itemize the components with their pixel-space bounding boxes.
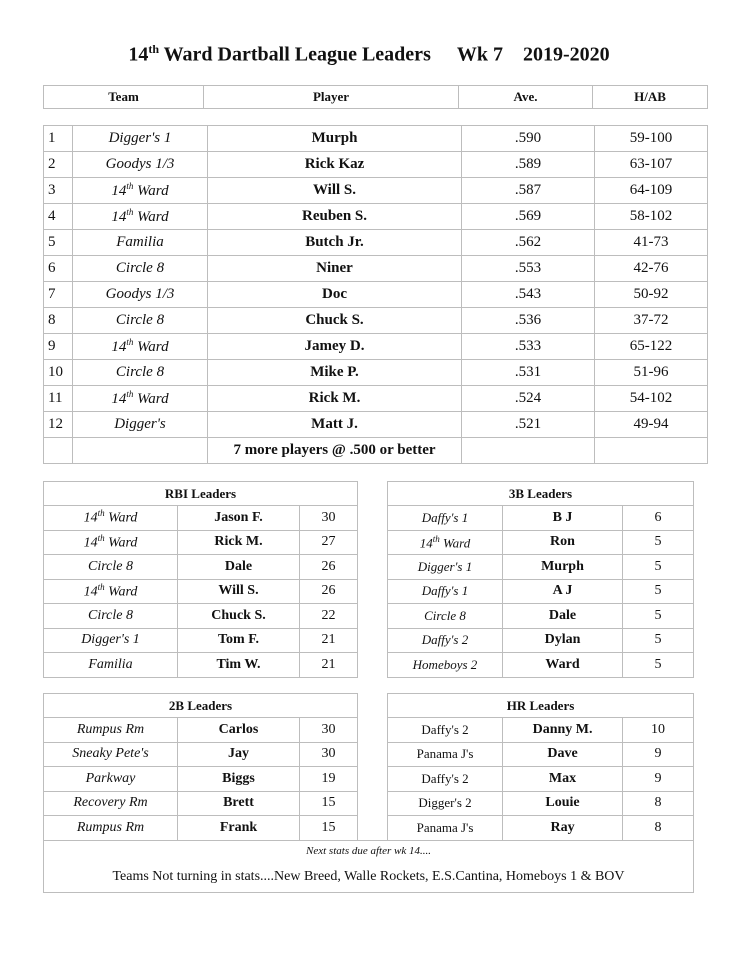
rank-cell: 7: [44, 282, 73, 308]
table-gap: [358, 718, 388, 743]
hits-at-bats-cell: 42-76: [595, 256, 708, 282]
rbi-value-cell: 21: [300, 628, 358, 653]
rbi-value-cell: 22: [300, 604, 358, 629]
homeruns-team-cell: Digger's 2: [388, 791, 503, 816]
leader-row: [44, 506, 694, 531]
team-number: 14: [111, 183, 127, 199]
player-cell: Butch Jr.: [208, 230, 462, 256]
homeruns-player-cell: Danny M.: [503, 718, 623, 743]
doubles-team-cell: Parkway: [44, 767, 178, 792]
table-row: [44, 334, 708, 360]
table-gap: [358, 816, 388, 841]
rbi-team-cell: [44, 506, 178, 531]
rbi-player-cell: Chuck S.: [178, 604, 300, 629]
team-cell: Circle 8: [73, 308, 208, 334]
triples-player-cell: Murph: [503, 555, 623, 580]
homeruns-team-cell: Panama J's: [388, 742, 503, 767]
homeruns-player-cell: Dave: [503, 742, 623, 767]
table-row: [44, 230, 708, 256]
team-cell: [73, 334, 208, 360]
triples-player-cell: Dylan: [503, 628, 623, 653]
more-players-row: [44, 438, 708, 464]
table-gap: [358, 482, 388, 506]
rbi-player-cell: Jason F.: [178, 506, 300, 531]
team-rest: Ward: [439, 534, 471, 550]
team-number: 14: [111, 339, 127, 355]
player-cell: Will S.: [208, 178, 462, 204]
hits-at-bats-cell: 64-109: [595, 178, 708, 204]
header-ave: Ave.: [459, 86, 593, 109]
team-number: 14: [83, 584, 98, 600]
rbi-team-cell: [44, 530, 178, 555]
table-row: [44, 386, 708, 412]
hits-at-bats-cell: 63-107: [595, 152, 708, 178]
hits-at-bats-cell: 41-73: [595, 230, 708, 256]
2b-title: 2B Leaders: [44, 694, 358, 718]
next-stats-note: Next stats due after wk 14....: [44, 840, 694, 862]
team-rest: Ward: [133, 209, 169, 225]
team-cell: Goodys 1/3: [73, 282, 208, 308]
team-rest: Ward: [104, 584, 138, 600]
rbi-value-cell: 26: [300, 555, 358, 580]
team-rest: Ward: [104, 535, 138, 551]
team-rest: Ward: [104, 511, 138, 527]
rbi-team-cell: Familia: [44, 653, 178, 678]
rbi-team-cell: Circle 8: [44, 555, 178, 580]
triples-value-cell: 5: [623, 530, 694, 555]
homeruns-player-cell: Ray: [503, 816, 623, 841]
rbi-title: RBI Leaders: [44, 482, 358, 506]
hits-at-bats-cell: 58-102: [595, 204, 708, 230]
hits-at-bats-cell: 51-96: [595, 360, 708, 386]
doubles-player-cell: Frank: [178, 816, 300, 841]
averages-header: [43, 85, 708, 109]
table-row: [44, 282, 708, 308]
average-cell: .553: [462, 256, 595, 282]
team-rest: Ward: [133, 183, 169, 199]
title-text: Ward Dartball League Leaders: [159, 43, 431, 66]
team-ordinal: th: [432, 533, 440, 544]
table-gap: [358, 742, 388, 767]
more-players-note: 7 more players @ .500 or better: [208, 438, 462, 464]
hr-title: HR Leaders: [388, 694, 694, 718]
team-ordinal: th: [97, 581, 105, 592]
triples-team-cell: Homeboys 2: [388, 653, 503, 678]
empty-cell: [462, 438, 595, 464]
rank-cell: 4: [44, 204, 73, 230]
doubles-player-cell: Jay: [178, 742, 300, 767]
homeruns-team-cell: Daffy's 2: [388, 767, 503, 792]
table-gap: [358, 767, 388, 792]
player-cell: Niner: [208, 256, 462, 282]
doubles-value-cell: 19: [300, 767, 358, 792]
team-ordinal: th: [126, 389, 134, 399]
average-cell: .521: [462, 412, 595, 438]
homeruns-value-cell: 10: [623, 718, 694, 743]
doubles-team-cell: Rumpus Rm: [44, 718, 178, 743]
table-gap: [358, 653, 388, 678]
average-cell: .562: [462, 230, 595, 256]
team-number: 14: [111, 209, 127, 225]
title-week: Wk 7: [456, 43, 503, 66]
triples-team-cell: Daffy's 1: [388, 506, 503, 531]
rank-cell: 10: [44, 360, 73, 386]
average-cell: .590: [462, 126, 595, 152]
rank-cell: 5: [44, 230, 73, 256]
doubles-player-cell: Biggs: [178, 767, 300, 792]
title-ordinal: th: [148, 42, 159, 56]
player-cell: Chuck S.: [208, 308, 462, 334]
leader-row: [44, 767, 694, 792]
triples-team-cell: Daffy's 1: [388, 579, 503, 604]
hits-at-bats-cell: 59-100: [595, 126, 708, 152]
average-cell: .536: [462, 308, 595, 334]
title-number: 14: [128, 43, 149, 66]
team-rest: Ward: [133, 339, 169, 355]
table-row: [44, 178, 708, 204]
average-cell: .543: [462, 282, 595, 308]
triples-value-cell: 5: [623, 555, 694, 580]
table-gap: [358, 628, 388, 653]
header-hab: H/AB: [593, 86, 708, 109]
table-gap: [358, 791, 388, 816]
triples-player-cell: A J: [503, 579, 623, 604]
empty-cell: [44, 438, 73, 464]
doubles-value-cell: 30: [300, 742, 358, 767]
average-cell: .587: [462, 178, 595, 204]
rbi-team-cell: Digger's 1: [44, 628, 178, 653]
doubles-value-cell: 15: [300, 791, 358, 816]
triples-value-cell: 5: [623, 604, 694, 629]
table-gap: [358, 530, 388, 555]
team-cell: Digger's 1: [73, 126, 208, 152]
team-number: 14: [83, 535, 98, 551]
homeruns-team-cell: Panama J's: [388, 816, 503, 841]
average-cell: .569: [462, 204, 595, 230]
rbi-value-cell: 30: [300, 506, 358, 531]
empty-cell: [595, 438, 708, 464]
triples-team-cell: Digger's 1: [388, 555, 503, 580]
team-cell: [73, 178, 208, 204]
homeruns-value-cell: 9: [623, 767, 694, 792]
homeruns-team-cell: Daffy's 2: [388, 718, 503, 743]
team-cell: Digger's: [73, 412, 208, 438]
table-row: [44, 412, 708, 438]
homeruns-value-cell: 8: [623, 791, 694, 816]
homeruns-player-cell: Max: [503, 767, 623, 792]
team-ordinal: th: [126, 181, 134, 191]
rbi-player-cell: Tim W.: [178, 653, 300, 678]
hits-at-bats-cell: 49-94: [595, 412, 708, 438]
table-gap: [358, 506, 388, 531]
average-cell: .589: [462, 152, 595, 178]
team-cell: [73, 386, 208, 412]
rbi-value-cell: 27: [300, 530, 358, 555]
triples-value-cell: 5: [623, 653, 694, 678]
leader-row: [44, 816, 694, 841]
homeruns-value-cell: 8: [623, 816, 694, 841]
player-cell: Rick M.: [208, 386, 462, 412]
team-ordinal: th: [126, 337, 134, 347]
triples-player-cell: B J: [503, 506, 623, 531]
team-cell: Goodys 1/3: [73, 152, 208, 178]
rbi-team-cell: Circle 8: [44, 604, 178, 629]
team-number: 14: [83, 511, 98, 527]
table-row: [44, 256, 708, 282]
hits-at-bats-cell: 54-102: [595, 386, 708, 412]
footer-note: Teams Not turning in stats....New Breed, Walle Rockets, E.S.Cantina, Homeboys 1 & BOV: [44, 862, 694, 893]
header-team: Team: [44, 86, 204, 109]
team-cell: Circle 8: [73, 256, 208, 282]
rbi-player-cell: Will S.: [178, 579, 300, 604]
triples-player-cell: Ward: [503, 653, 623, 678]
batting-average-table: [43, 125, 708, 464]
average-cell: .531: [462, 360, 595, 386]
table-gap: [358, 555, 388, 580]
header-player: Player: [204, 86, 459, 109]
rank-cell: 8: [44, 308, 73, 334]
doubles-player-cell: Brett: [178, 791, 300, 816]
rbi-team-cell: [44, 579, 178, 604]
triples-team-cell: Daffy's 2: [388, 628, 503, 653]
table-gap: [358, 694, 388, 718]
rank-cell: 6: [44, 256, 73, 282]
doubles-value-cell: 15: [300, 816, 358, 841]
homeruns-value-cell: 9: [623, 742, 694, 767]
player-cell: Jamey D.: [208, 334, 462, 360]
doubles-player-cell: Carlos: [178, 718, 300, 743]
player-cell: Matt J.: [208, 412, 462, 438]
rank-cell: 9: [44, 334, 73, 360]
table-gap: [358, 579, 388, 604]
doubles-team-cell: Rumpus Rm: [44, 816, 178, 841]
team-ordinal: th: [97, 532, 105, 543]
rbi-value-cell: 21: [300, 653, 358, 678]
leader-row: [44, 742, 694, 767]
rbi-value-cell: 26: [300, 579, 358, 604]
rbi-3b-table: [43, 481, 694, 678]
table-gap: [358, 604, 388, 629]
player-cell: Rick Kaz: [208, 152, 462, 178]
leader-row: [44, 604, 694, 629]
team-ordinal: th: [126, 207, 134, 217]
average-cell: .524: [462, 386, 595, 412]
rbi-player-cell: Rick M.: [178, 530, 300, 555]
2b-hr-table: [43, 693, 694, 893]
page-title: [0, 42, 738, 67]
player-cell: Mike P.: [208, 360, 462, 386]
player-cell: Doc: [208, 282, 462, 308]
rbi-player-cell: Dale: [178, 555, 300, 580]
triples-team-cell: Circle 8: [388, 604, 503, 629]
rank-cell: 3: [44, 178, 73, 204]
triples-value-cell: 6: [623, 506, 694, 531]
leader-row: [44, 555, 694, 580]
leader-row: [44, 718, 694, 743]
triples-value-cell: 5: [623, 628, 694, 653]
3b-title: 3B Leaders: [388, 482, 694, 506]
team-number: 14: [111, 391, 127, 407]
rank-cell: 2: [44, 152, 73, 178]
leader-row: [44, 791, 694, 816]
leader-row: [44, 653, 694, 678]
leader-row: [44, 628, 694, 653]
team-rest: Ward: [133, 391, 169, 407]
hits-at-bats-cell: 37-72: [595, 308, 708, 334]
table-row: [44, 152, 708, 178]
table-row: [44, 126, 708, 152]
triples-team-cell: [388, 530, 503, 555]
team-cell: Familia: [73, 230, 208, 256]
team-cell: Circle 8: [73, 360, 208, 386]
triples-value-cell: 5: [623, 579, 694, 604]
rank-cell: 1: [44, 126, 73, 152]
rank-cell: 12: [44, 412, 73, 438]
player-cell: Murph: [208, 126, 462, 152]
doubles-value-cell: 30: [300, 718, 358, 743]
hits-at-bats-cell: 65-122: [595, 334, 708, 360]
table-row: [44, 308, 708, 334]
team-ordinal: th: [97, 508, 105, 519]
hits-at-bats-cell: 50-92: [595, 282, 708, 308]
average-cell: .533: [462, 334, 595, 360]
player-cell: Reuben S.: [208, 204, 462, 230]
team-number: 14: [419, 534, 433, 550]
table-row: [44, 204, 708, 230]
empty-cell: [73, 438, 208, 464]
homeruns-player-cell: Louie: [503, 791, 623, 816]
title-season: 2019-2020: [522, 43, 610, 66]
doubles-team-cell: Sneaky Pete's: [44, 742, 178, 767]
rbi-player-cell: Tom F.: [178, 628, 300, 653]
triples-player-cell: Ron: [503, 530, 623, 555]
table-row: [44, 360, 708, 386]
leader-row: [44, 530, 694, 555]
leader-row: [44, 579, 694, 604]
team-cell: [73, 204, 208, 230]
doubles-team-cell: Recovery Rm: [44, 791, 178, 816]
rank-cell: 11: [44, 386, 73, 412]
triples-player-cell: Dale: [503, 604, 623, 629]
